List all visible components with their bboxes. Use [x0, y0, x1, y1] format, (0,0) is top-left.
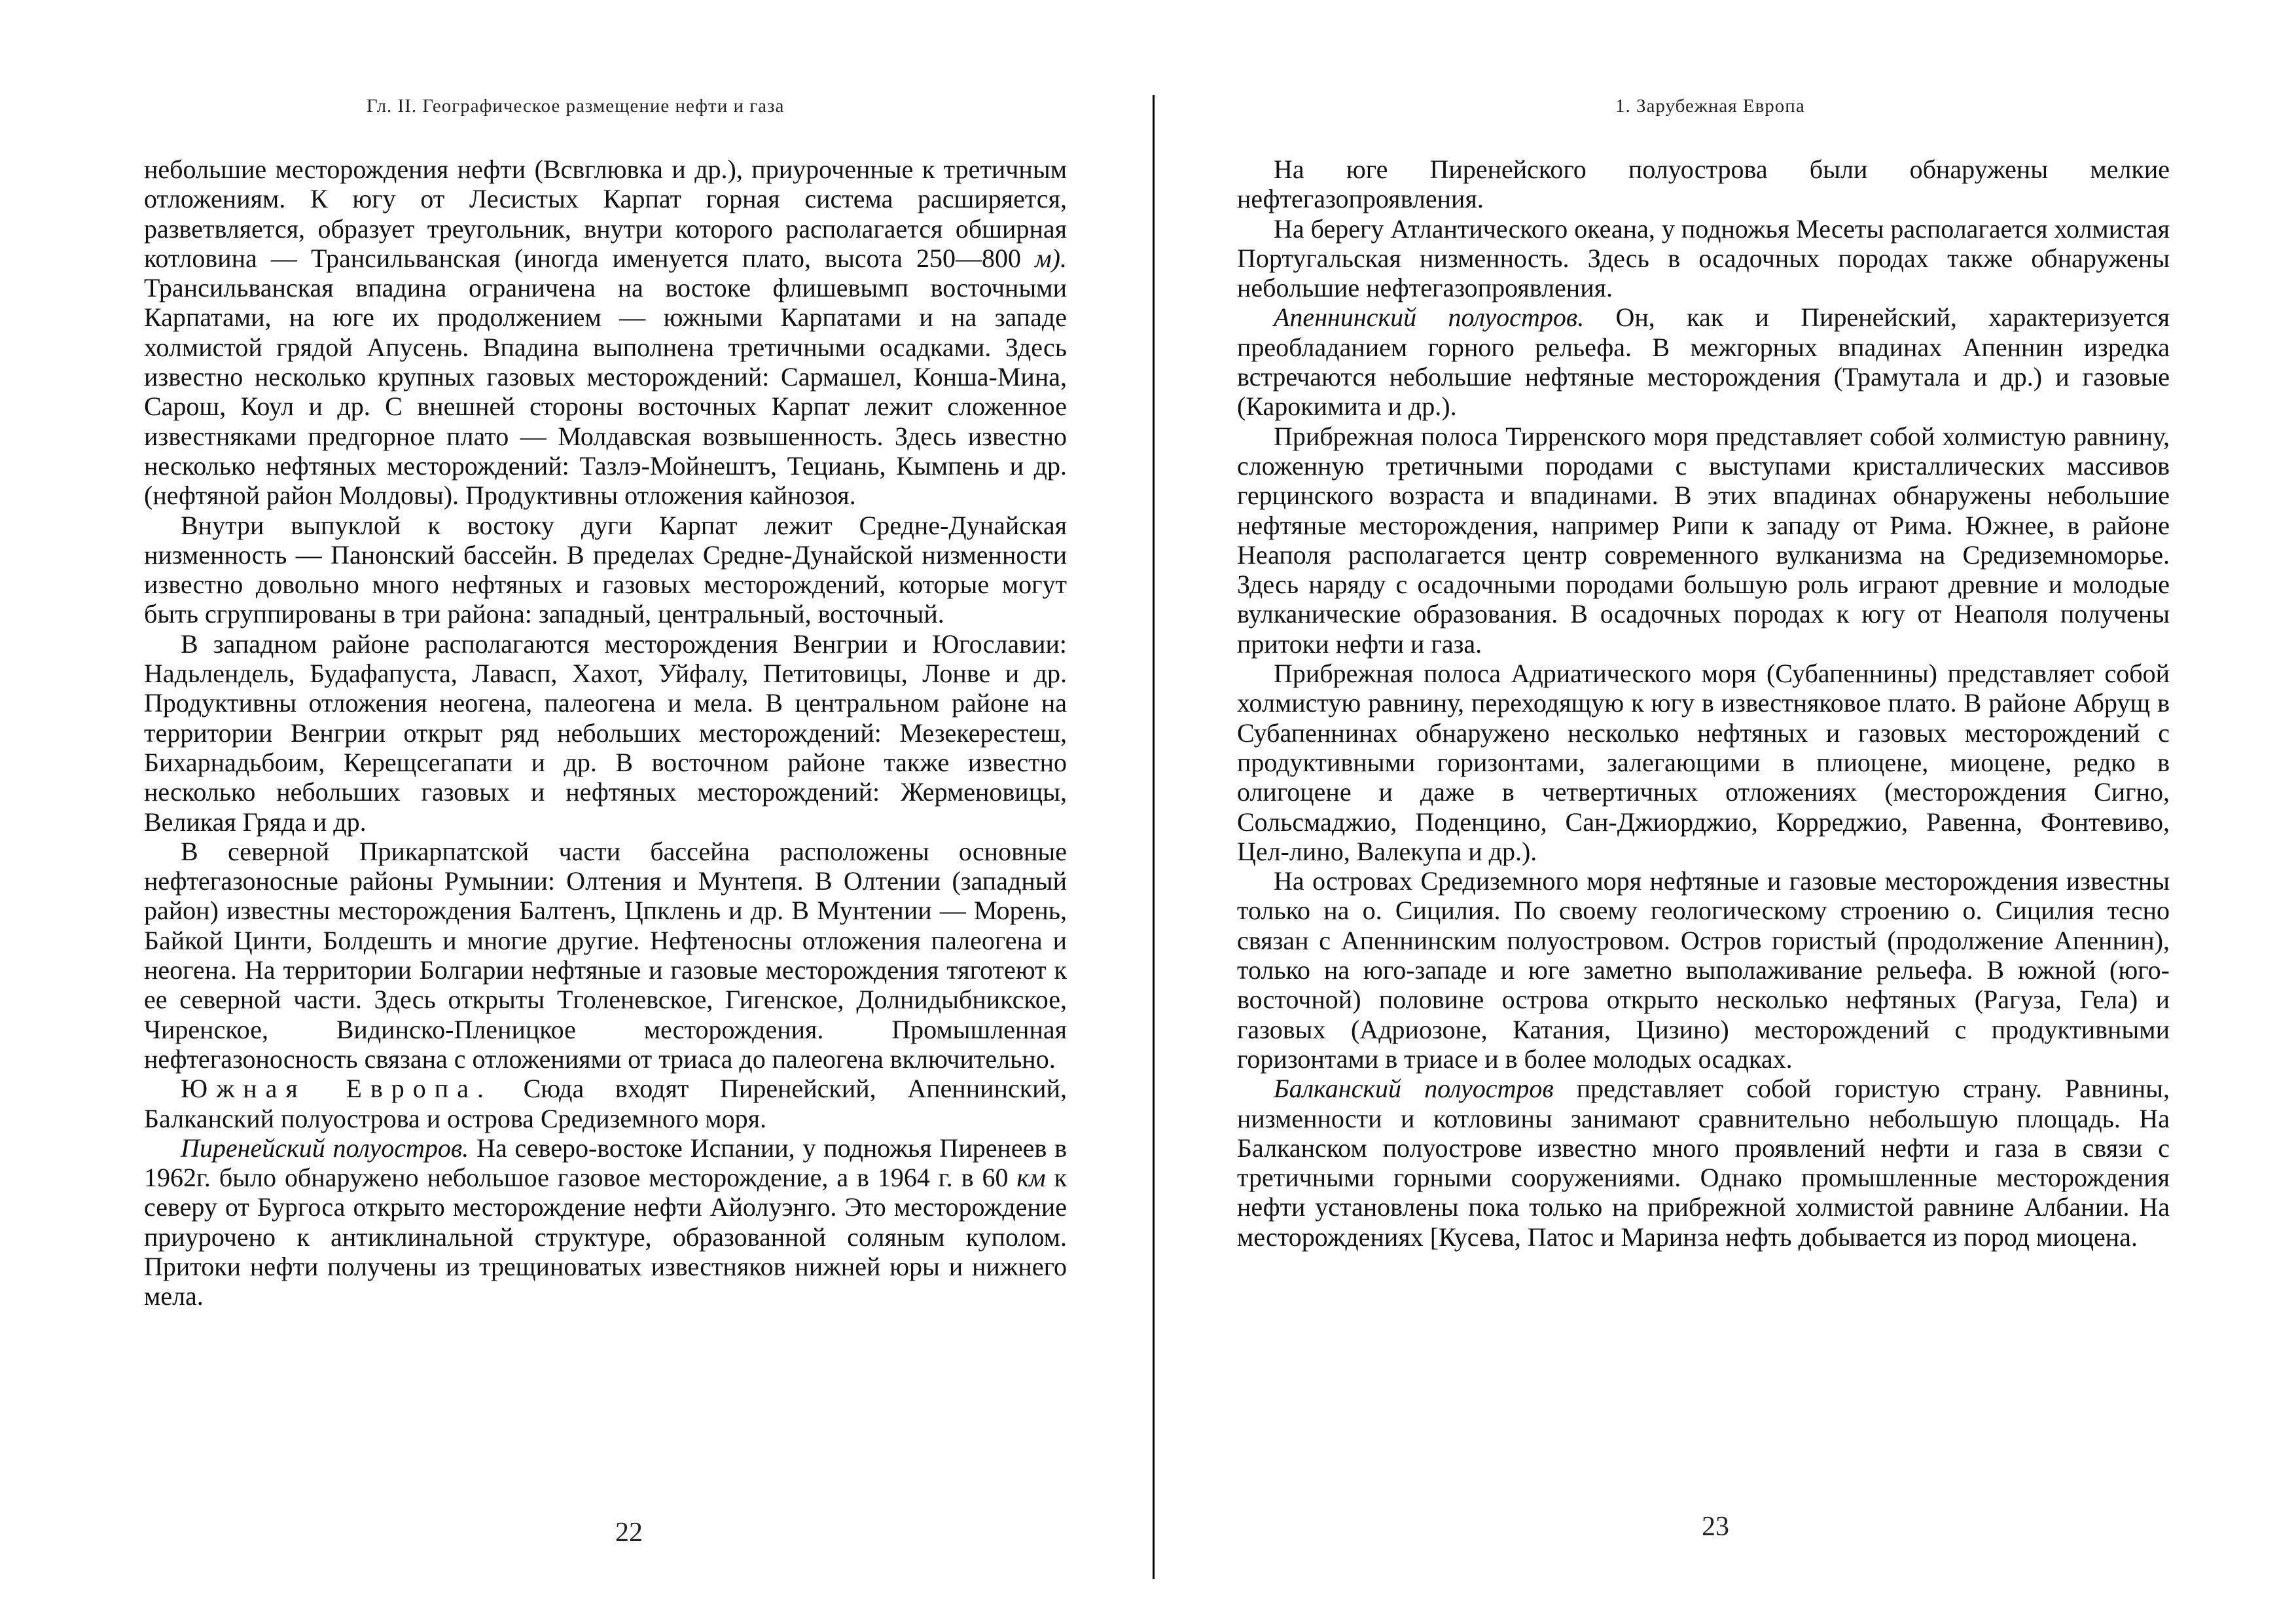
right-paragraph-1: На юге Пиренейского полуострова были обнаружены мелкие нефтегазопроявления.	[1237, 155, 2170, 214]
right-page-number: 23	[1702, 1512, 1729, 1542]
section-heading-iberian: Пиренейский полуостров.	[181, 1133, 469, 1163]
left-paragraph-2: Внутри выпуклой к востоку дуги Карпат лежит Средне-Дунайская низменность — Панонский бассейн. В пределах Средне-Дунайской низменности известно довольно много нефтяных и газовых месторождений, которые могут быть сгруппированы в три района: западный, центральный, восточный.	[144, 510, 1067, 629]
text-span: к северу от Бургоса открыто месторождение нефти Айолуэнго. Это месторождение приурочено к антиклинальной структуре, образованной соляным куполом. Притоки нефти получены из трещиноватых известняков нижней юры и нижнего мела.	[144, 1163, 1067, 1311]
text-span: На северо-востоке Испании, у подножья Пиренеев в 1962г. было обнаружено небольшое газовое месторождение, а в 1964 г. в 60	[144, 1133, 1067, 1193]
unit-text: км	[1016, 1163, 1046, 1193]
left-paragraph-4: В северной Прикарпатской части бассейна расположены основные нефтегазоносные районы Румынии: Олтения и Мунтепя. В Олтении (западный район) известны месторождения Балтенъ, Цпклень и др. В Мунтении — Морень, Байкой Цинти, Болдешть и многие другие. Нефтеносны отложения палеогена и неогена. На территории Болгарии нефтяные и газовые месторождения тяготеют к ее северной части. Здесь открыты Тголеневское, Гигенское, Долнидыбникское, Чиренское, Видинско-Пленицкое месторождения. Промышленная нефтегазоносность связана с отложениями от триаса до палеогена включительно.	[144, 836, 1067, 1074]
left-body-text	[144, 155, 1067, 1311]
left-running-head: Гл. II. Географическое размещение нефти и газа	[367, 96, 785, 117]
right-paragraph-3	[1237, 302, 2170, 421]
left-page	[144, 0, 1067, 1623]
unit-text: м).	[1035, 243, 1067, 273]
text-span: Трансильванская впадина ограничена на востоке флишевымп восточными Карпатами, на юге их продолжением — южными Карпатами и на западе холмистой грядой Апусень. Впадина выполнена третичными осадками. Здесь известно несколько крупных газовых месторождений: Сармашел, Конша-Мина, Сарош, Коул и др. С внешней стороны восточных Карпат лежит сложенное известняками предгорное плато — Молдавская возвышенность. Здесь известно несколько нефтяных месторождений: Тазлэ-Мойнештъ, Тециань, Кымпень и др. (нефтяной район Молдовы). Продуктивны отложения кайнозоя.	[144, 273, 1067, 511]
right-page	[1237, 0, 2170, 1623]
left-paragraph-6	[144, 1133, 1067, 1311]
right-paragraph-6: На островах Средиземного моря нефтяные и газовые месторождения известны только на о. Сицилия. По своему геологическому строению о. Сицилия тесно связан с Апеннинским полуостровом. Остров гористый (продолжение Апеннин), только на юго-западе и юге заметно выполаживание рельефа. В южной (юго-восточной) половине острова открыто несколько нефтяных (Рагуза, Гела) и газовых (Адриозоне, Катания, Цизино) месторождений с продуктивными горизонтами в триасе и в более молодых осадках.	[1237, 866, 2170, 1074]
right-paragraph-4: Прибрежная полоса Тирренского моря представляет собой холмистую равнину, сложенную третичными породами с выступами кристаллических массивов герцинского возраста и впадинами. В этих впадинах обнаружены небольшие нефтяные месторождения, например Рипи к западу от Рима. Южнее, в районе Неаполя располагается центр современного вулканизма на Средиземноморье. Здесь наряду с осадочными породами большую роль играют древние и молодые вулканические образования. В осадочных породах к югу от Неаполя получены притоки нефти и газа.	[1237, 421, 2170, 659]
section-heading-southern-europe: Южная Европа.	[181, 1074, 492, 1104]
section-heading-apennine: Апеннинский полуостров.	[1274, 302, 1585, 333]
text-span: Он, как и Пиренейский, характеризуется преобладанием горного рельефа. В межгорных впадинах Апеннин изредка встречаются небольшие нефтяные месторождения (Трамутала и др.) и газовые (Карокимита и др.).	[1237, 302, 2170, 422]
text-span: Сюда входят Пиренейский, Апеннинский, Балканский полуострова и острова Средиземного моря.	[144, 1074, 1067, 1133]
left-page-number: 22	[615, 1518, 643, 1548]
text-span: небольшие месторождения нефти (Всвглювка и др.), приуроченные к третичным отложениям. К югу от Лесистых Карпат горная система расширяется, разветвляется, образует треугольник, внутри которого располагается обширная котловина — Трансильванская (иногда именуется плато, высота 250—800	[144, 155, 1067, 273]
left-paragraph-3: В западном районе располагаются месторождения Венгрии и Югославии: Надьлендель, Будафапуста, Лавасп, Хахот, Уйфалу, Петитовицы, Лонве и др. Продуктивны отложения неогена, палеогена и мела. В центральном районе на территории Венгрии открыт ряд небольших месторождений: Мезекерестеш, Бихарнадьбоим, Керещсегапати и др. В восточном районе также известно несколько небольших газовых и нефтяных месторождений: Жерменовицы, Великая Гряда и др.	[144, 629, 1067, 837]
page-divider	[1153, 95, 1155, 1579]
right-paragraph-2: На берегу Атлантического океана, у подножья Месеты располагается холмистая Португальская низменность. Здесь в осадочных породах также обнаружены небольшие нефтегазопроявления.	[1237, 213, 2170, 303]
left-paragraph-1	[144, 155, 1067, 511]
right-paragraph-7	[1237, 1074, 2170, 1252]
section-heading-balkan: Балканский полуостров	[1274, 1074, 1554, 1104]
text-span: представляет собой гористую страну. Равнины, низменности и котловины занимают сравнительно небольшую площадь. На Балканском полуострове известно много проявлений нефти и газа в связи с третичными горными сооружениями. Однако промышленные месторождения нефти установлены пока только на прибрежной холмистой равнине Албании. На месторождениях [Кусева, Патос и Маринза нефть добывается из пород миоцена.	[1237, 1074, 2170, 1252]
left-paragraph-5	[144, 1074, 1067, 1133]
right-paragraph-5: Прибрежная полоса Адриатического моря (Субапеннины) представляет собой холмистую равнину, переходящую к югу в известняковое плато. В районе Абрущ в Субапеннинах обнаружено несколько нефтяных и газовых месторождений с продуктивными горизонтами, залегающими в плиоцене, миоцене, редко в олигоцене и даже в четвертичных отложениях (месторождения Сигно, Сольсмаджио, Поденцино, Сан-Джиорджио, Корреджио, Равенна, Фонтевиво, Цел-лино, Валекупа и др.).	[1237, 659, 2170, 866]
right-running-head: 1. Зарубежная Европа	[1615, 96, 1805, 117]
right-body-text	[1237, 155, 2170, 1252]
